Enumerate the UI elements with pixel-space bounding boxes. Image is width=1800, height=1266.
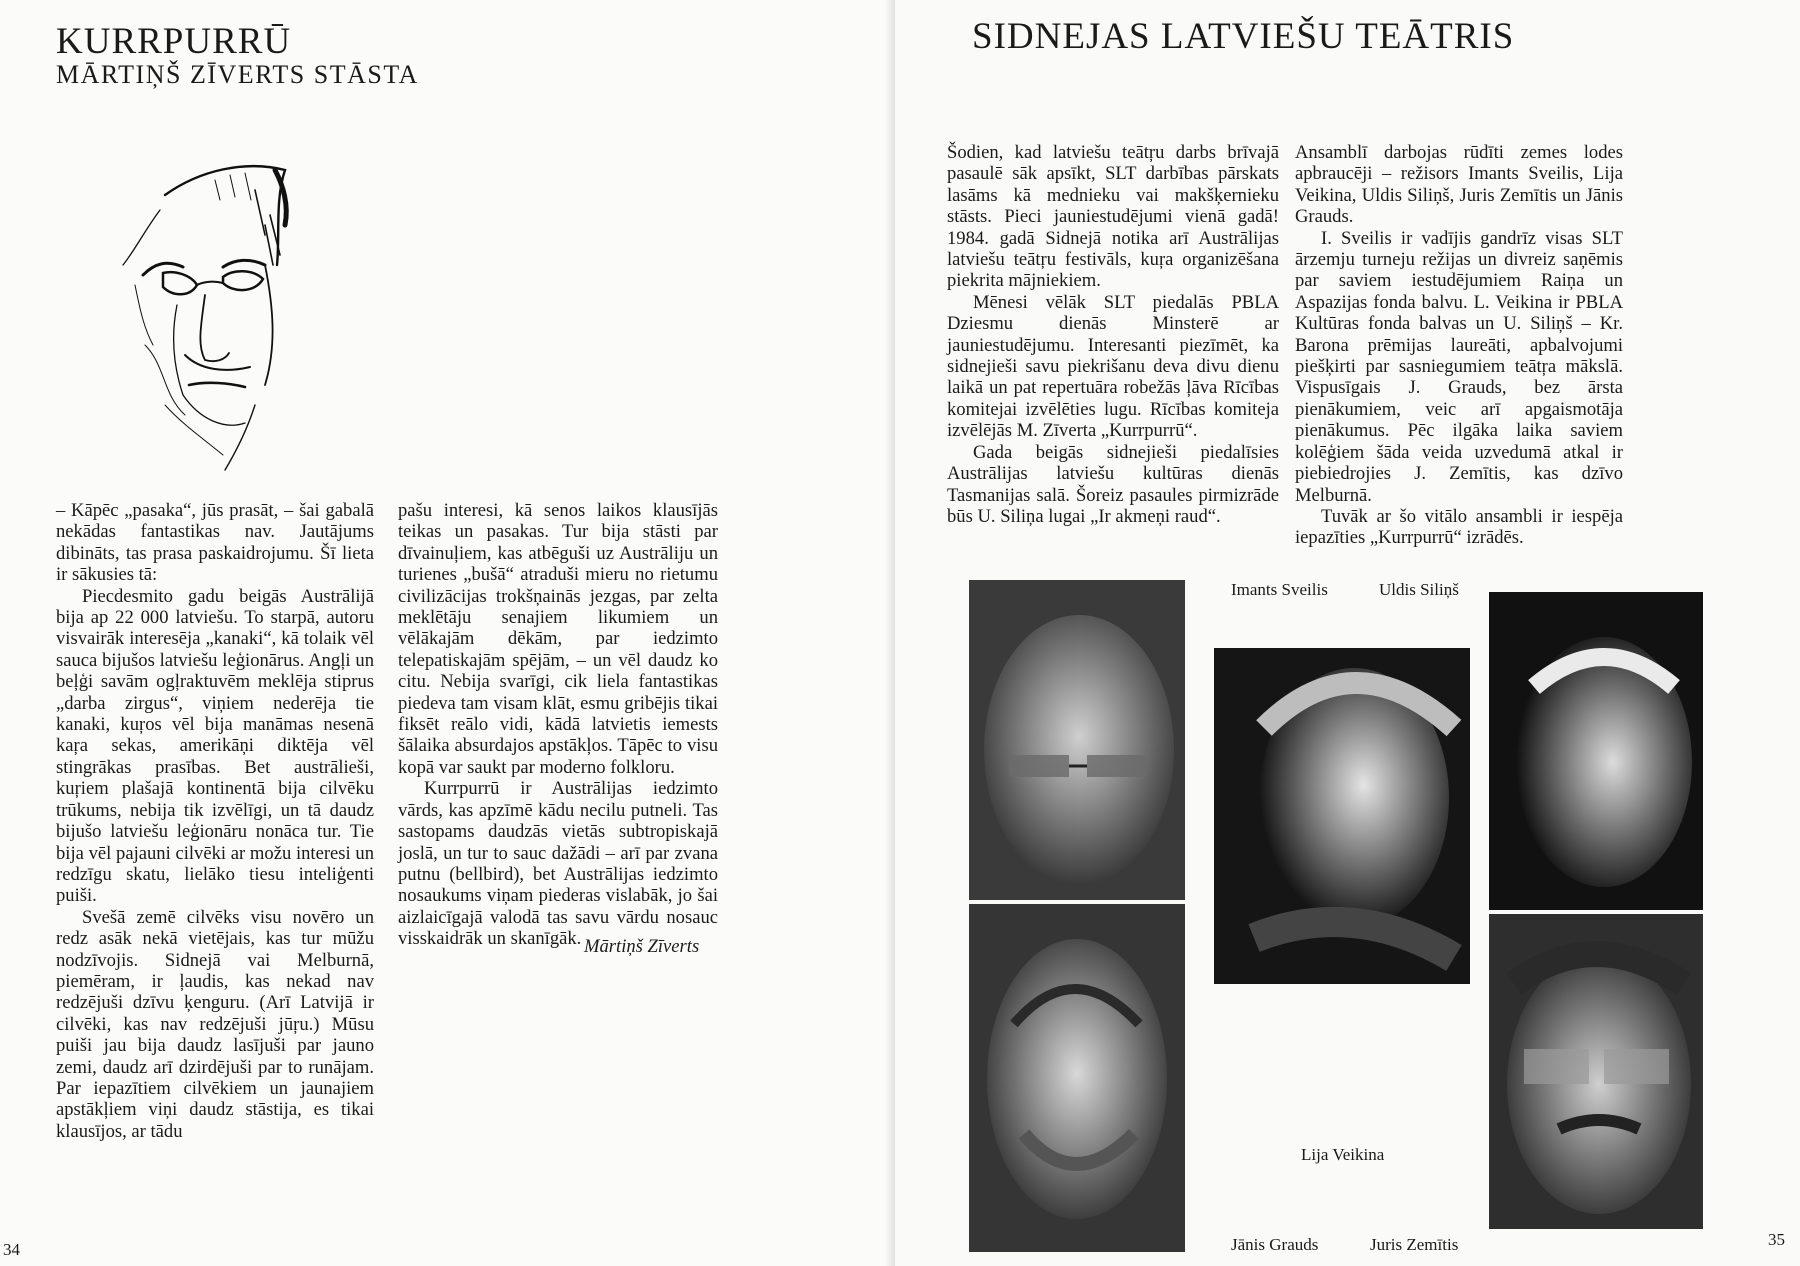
left-page xyxy=(0,0,895,1266)
right-column-1 xyxy=(947,142,1279,527)
right-column-2 xyxy=(1295,142,1623,549)
right-page xyxy=(895,0,1800,1266)
paragraph: pašu interesi, kā senos laikos klausījās teikas un pasakas. Tur bija stāsti par dīvainuļiem, kas atbēguši uz Austrāliju un turienes „bušā“ atraduši mieru no rietumu civilizācijas trokšņainās jezgas, par zelta meklētāju senajiem likumiem un vēlākajām dēkām, par iedzimto telepatiskajām spējām, – un vēl daudz ko citu. Nebija svarīgi, cik liela fantastikas piedeva tam visam klāt, esmu gribējis tikai fiksēt reālo vidi, kādā latvietis iemests šālaika absurdajos apstākļos. Tāpēc to visu kopā var saukt par moderno folkloru. xyxy=(398,500,718,778)
paragraph: I. Sveilis ir vadījis gandrīz visas SLT ārzemju turneju režijas un divreiz saņēmis par saviem iestudējumiem Raiņa un Aspazijas fonda balvu. L. Veikina ir PBLA Kultūras fonda balvas un U. Siliņš – Kr. Barona prēmijas laureāti, apbalvojumi piešķirti par sasniegumiem teātŗa mākslā. Vispusīgais J. Grauds, bez ārsta pienākumiem, veic arī apgaismotāja pienākumus. Pēc ilgāka laika saviem kolēģiem šāda veida uzvedumā atkal ir piebiedrojies J. Zemītis, kas dzīvo Melburnā. xyxy=(1295,227,1623,506)
paragraph: Kurrpurrū ir Austrālijas iedzimto vārds, kas apzīmē kādu necilu putneli. Tas sastopams daudzās vietās subtropiskajā joslā, un tur to sauc dažādi – arī par zvana putnu (bellbird), bet Austrālijas iedzimto nosaukums viņam piederas vislabāk, jo šai aizlaicīgajā valodā tas savu vārdu nosauc visskaidrāk un skanīgāk. xyxy=(398,778,718,950)
paragraph: Mēnesi vēlāk SLT piedalās PBLA Dziesmu dienās Minsterē ar jauniestudējumu. Interesanti piezīmēt, ka sidnejieši savu piekrišanu deva divu dienu laikā un pat repertuāra robežās ļāva Rīcības komitejai izvēlēties lugu. Rīcības komiteja izvēlējās M. Zīverta „Kurrpurrū“. xyxy=(947,291,1279,442)
photo-uldis-silins xyxy=(1489,592,1703,910)
paragraph: Tuvāk ar šo vitālo ansambli ir iespēja iepazīties „Kurrpurrū“ izrādēs. xyxy=(1295,505,1623,549)
article-title: KURRPURRŪ xyxy=(56,21,292,62)
left-column-1 xyxy=(56,500,374,1142)
caption-lija-veikina: Lija Veikina xyxy=(1301,1145,1385,1164)
paragraph: Ansamblī darbojas rūdīti zemes lodes apbraucēji – režisors Imants Sveilis, Lija Veikina, Uldis Siliņš, Juris Zemītis un Jānis Grauds. xyxy=(1295,142,1623,228)
photo-juris-zemitis xyxy=(1489,914,1703,1229)
paragraph: – Kāpēc „pasaka“, jūs prasāt, – šai gabalā nekādas fantastikas nav. Jautājums dibināts, tas prasa paskaidrojumu. Šī lieta ir sākusies tā: xyxy=(56,500,374,586)
article-subtitle: MĀRTIŅŠ ZĪVERTS STĀSTA xyxy=(56,60,419,89)
page-number: 34 xyxy=(3,1240,20,1259)
left-column-2 xyxy=(398,500,718,950)
caption-imants-sveilis: Imants Sveilis xyxy=(1231,580,1328,599)
caption-janis-grauds: Jānis Grauds xyxy=(1231,1235,1319,1254)
author-signature: Mārtiņš Zīverts xyxy=(584,936,700,957)
caption-uldis-silins: Uldis Siliņš xyxy=(1379,580,1459,599)
photo-lija-veikina xyxy=(1214,648,1470,984)
photo-imants-sveilis xyxy=(969,580,1185,900)
paragraph: Piecdesmito gadu beigās Austrālijā bija ap 22 000 latviešu. To starpā, autoru visvairāk interesēja „kanaki“, kā tolaik vēl sauca bijušos latviešu leģionārus. Angļi un beļģi savām ogļraktuvēm meklēja stiprus „darba zirgus“, viņiem nederēja tie kanaki, kuŗos vēl bija manāmas nesenā kaŗa sekas, amerikāņi diktēja vēl stingrākas prasības. Bet austrālieši, kuŗiem plašajā kontinentā bija cilvēku trūkums, nebija tik izvēlīgi, un tā daudz bijušo latviešu leģionāru nonāca tur. Tie bija vēl pajauni cilvēki ar možu interesi un redzīgu skatu, lielāko tiesu inteliģenti puiši. xyxy=(56,585,374,907)
caption-juris-zemitis: Juris Zemītis xyxy=(1370,1235,1459,1254)
paragraph: Svešā zemē cilvēks visu novēro un redz asāk nekā vietējais, kas tur mūžu nodzīvojis. Sidnejā vai Melburnā, piemēram, ir ļaudis, kas nekad nav redzējuši dzīvu ķenguru. (Arī Latvijā ir cilvēki, kas nav redzējuši jūŗu.) Mūsu puiši jau bija daudz lasījuši par jauno zemi, daudz arī dzirdējuši par to runājam. Par iepazītiem cilvēkiem un jaunajiem apstākļiem viņi daudz stāstija, es tikai klausījos, ar tādu xyxy=(56,906,374,1142)
portrait-sketch xyxy=(105,155,345,485)
page-number: 35 xyxy=(1768,1230,1785,1249)
article-title: SIDNEJAS LATVIEŠU TEĀTRIS xyxy=(972,16,1515,57)
paragraph: Šodien, kad latviešu teātŗu darbs brīvajā pasaulē sāk apsīkt, SLT darbības pārskats lasāms kā mednieku vai makšķernieku stāsts. Pieci jauniestudējumi vienā gadā! 1984. gadā Sidnejā notika arī Austrālijas latviešu teātŗu festivāls, kuŗa organizēšana piekrita mājniekiem. xyxy=(947,142,1279,292)
photo-janis-grauds xyxy=(969,904,1185,1252)
paragraph: Gada beigās sidnejieši piedalīsies Austrālijas latviešu kultūras dienās Tasmanijas salā. Šoreiz pasaules pirmizrāde būs U. Siliņa lugai „Ir akmeņi raud“. xyxy=(947,441,1279,527)
